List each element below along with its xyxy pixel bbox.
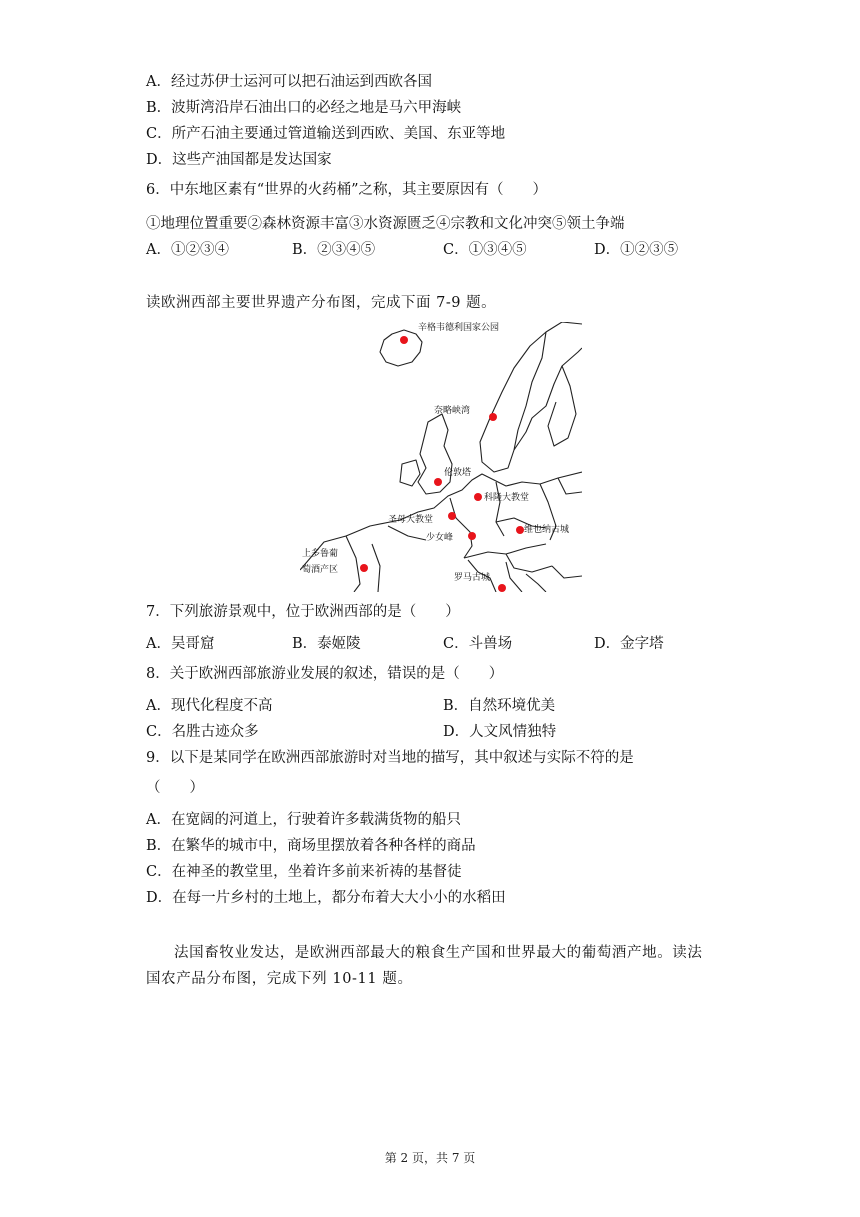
dot-tower-of-london xyxy=(434,478,442,486)
q8-option-c: C．名胜古迹众多 xyxy=(146,724,259,740)
q6-option-a: A．①②③④ xyxy=(146,242,229,258)
dot-cologne-cathedral xyxy=(474,493,482,501)
q5-option-d: D．这些产油国都是发达国家 xyxy=(146,152,332,168)
label-notre-dame: 圣母大教堂 xyxy=(388,515,434,525)
q9-stem-tail: （ ） xyxy=(146,780,204,796)
scandinavia-outline xyxy=(480,322,582,472)
label-douro-1: 上多鲁葡 xyxy=(302,549,339,559)
border-fr-es xyxy=(388,526,426,540)
border-alps xyxy=(464,544,546,558)
portugal-border xyxy=(372,544,380,592)
dot-rome xyxy=(498,584,506,592)
q7-option-a: A．吴哥窟 xyxy=(146,636,215,652)
label-geirangerfjord: 奈略峡湾 xyxy=(434,406,471,416)
q6-option-b: B．②③④⑤ xyxy=(292,242,376,258)
ireland-outline xyxy=(400,460,420,486)
label-jungfrau: 少女峰 xyxy=(426,533,454,543)
q6-items: ①地理位置重要②森林资源丰富③水资源匮乏④宗教和文化冲突⑤领土争端 xyxy=(146,216,625,232)
border-fr-de xyxy=(450,498,472,558)
q6-option-d: D．①②③⑤ xyxy=(594,242,679,258)
q5-option-a: A．经过苏伊士运河可以把石油运到西欧各国 xyxy=(146,74,432,90)
q8-option-a: A．现代化程度不高 xyxy=(146,698,273,714)
border-hu xyxy=(506,554,552,572)
q9-stem: 9．以下是某同学在欧洲西部旅游时对当地的描写，其中叙述与实际不符的是 xyxy=(146,750,634,766)
q9-option-c: C．在神圣的教堂里，坐着许多前来祈祷的基督徒 xyxy=(146,864,462,880)
label-douro-2: 萄酒产区 xyxy=(302,565,339,575)
iceland-outline xyxy=(380,330,422,366)
q8-stem: 8．关于欧洲西部旅游业发展的叙述，错误的是（ ） xyxy=(146,666,504,682)
label-tower-of-london: 伦敦塔 xyxy=(444,468,472,478)
continent-coast xyxy=(300,472,582,570)
balkan-coast xyxy=(526,574,546,592)
sweden-border xyxy=(514,332,546,450)
intro-10-11-text: 法国畜牧业发达，是欧洲西部最大的粮食生产国和世界最大的葡萄酒产地。读法国农产品分布图，完成下列 10-11 题。 xyxy=(146,945,703,987)
q7-option-c: C．斗兽场 xyxy=(443,636,513,652)
q9-option-b: B．在繁华的城市中，商场里摆放着各种各样的商品 xyxy=(146,838,476,854)
iberia-outline xyxy=(346,536,360,592)
intro-10-11 xyxy=(146,940,716,992)
q8-option-d: D．人文风情独特 xyxy=(443,724,557,740)
balkan-border xyxy=(552,566,582,578)
europe-heritage-map xyxy=(300,322,582,592)
q6-stem: 6．中东地区素有“世界的火药桶”之称，其主要原因有（ ） xyxy=(146,182,548,198)
dot-thingvellir xyxy=(400,336,408,344)
dot-geirangerfjord xyxy=(489,413,497,421)
q5-option-b: B．波斯湾沿岸石油出口的必经之地是马六甲海峡 xyxy=(146,100,462,116)
intro-7-9: 读欧洲西部主要世界遗产分布图，完成下面 7-9 题。 xyxy=(146,295,497,311)
baltic-border xyxy=(558,478,582,494)
finland-outline xyxy=(548,366,576,446)
italy-outline-east xyxy=(506,562,522,592)
q9-option-a: A．在宽阔的河道上，行驶着许多载满货物的船只 xyxy=(146,812,461,828)
q9-option-d: D．在每一片乡村的土地上，都分布着大大小小的水稻田 xyxy=(146,890,506,906)
label-rome: 罗马古城 xyxy=(454,573,491,583)
border-de-pl xyxy=(496,482,504,536)
label-vienna: 维也纳古城 xyxy=(524,525,570,535)
dot-douro xyxy=(360,564,368,572)
q7-option-d: D．金字塔 xyxy=(594,636,664,652)
q7-option-b: B．泰姬陵 xyxy=(292,636,361,652)
label-cologne-cathedral: 科隆大教堂 xyxy=(484,493,530,503)
q6-option-c: C．①③④⑤ xyxy=(443,242,527,258)
q7-stem: 7．下列旅游景观中，位于欧洲西部的是（ ） xyxy=(146,604,460,620)
page-footer: 第 2 页，共 7 页 xyxy=(384,1151,476,1165)
q5-option-c: C．所产石油主要通过管道输送到西欧、美国、东亚等地 xyxy=(146,126,506,142)
dot-notre-dame xyxy=(448,512,456,520)
dot-jungfrau xyxy=(468,532,476,540)
q8-option-b: B．自然环境优美 xyxy=(443,698,556,714)
dot-vienna xyxy=(516,526,524,534)
label-thingvellir: 辛格韦德利国家公园 xyxy=(418,323,500,333)
